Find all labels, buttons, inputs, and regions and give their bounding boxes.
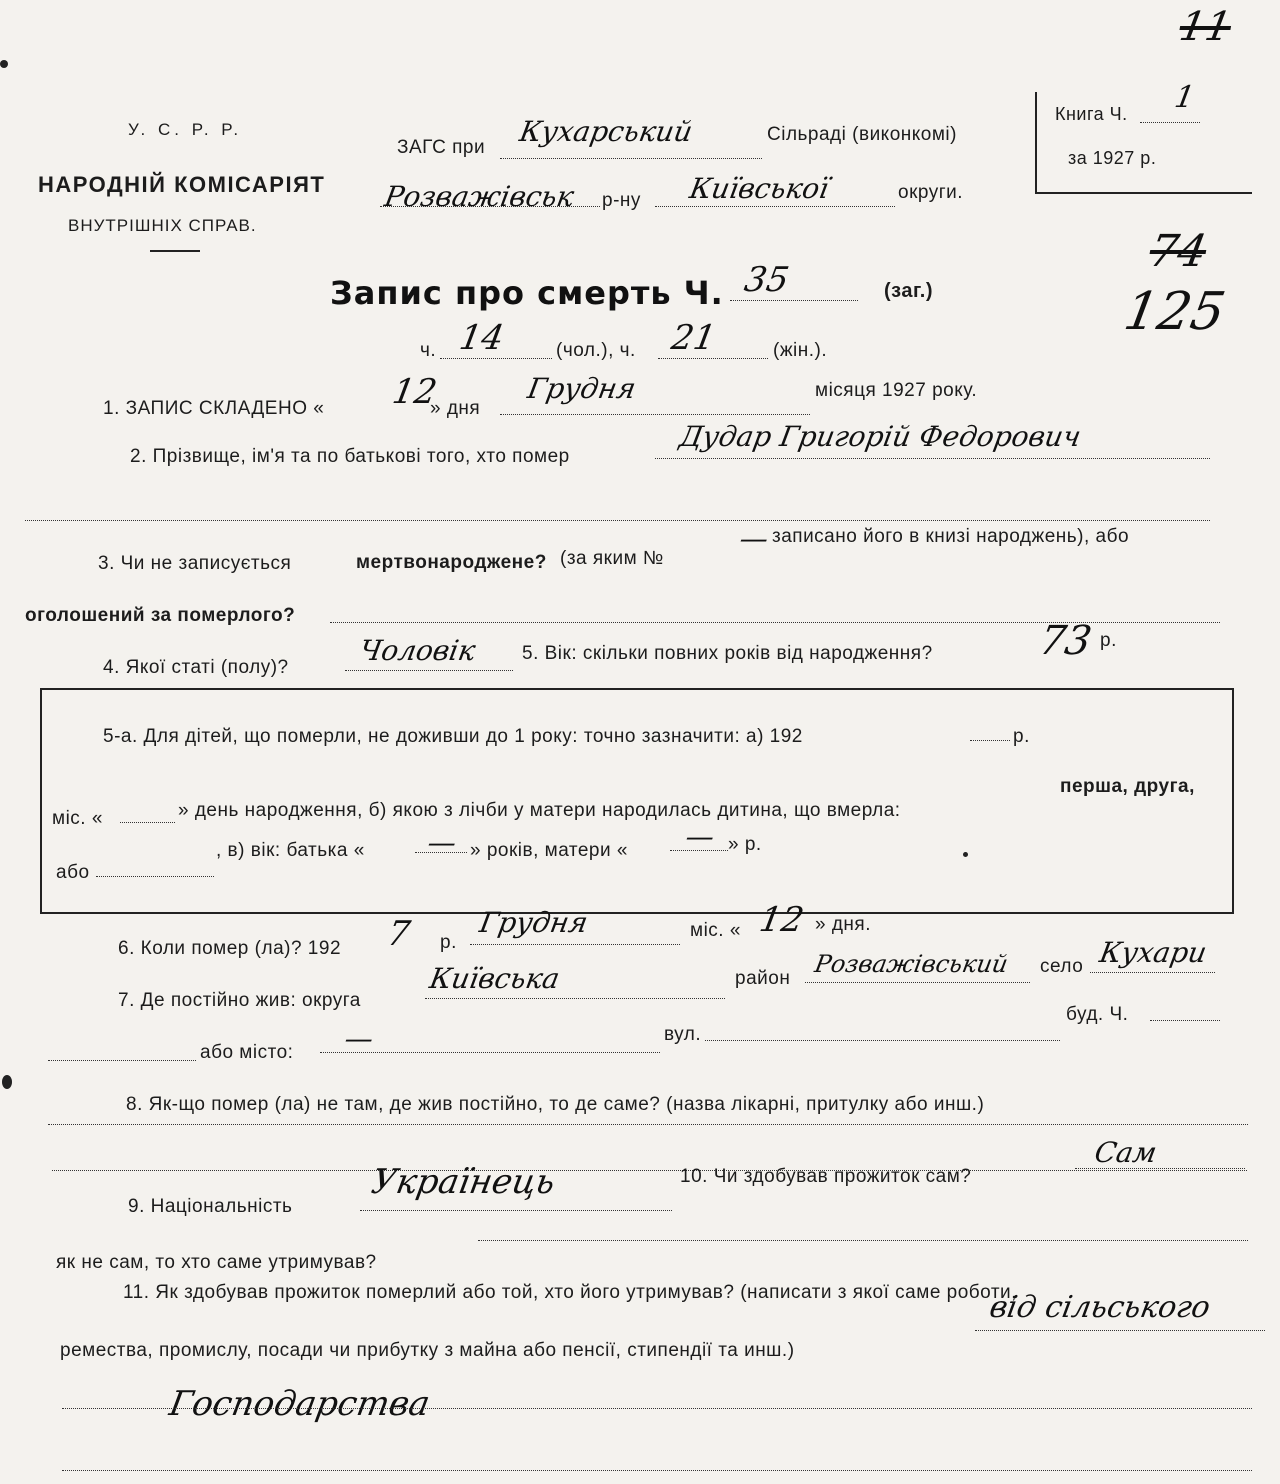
f5a-year-line	[970, 740, 1010, 741]
f1-mid: » дня	[430, 398, 481, 419]
f3-line2: оголошений за померлого?	[25, 605, 296, 626]
zags-okrug-label: округи.	[898, 182, 964, 203]
f6-tail: » дня.	[815, 914, 871, 935]
male-number: 14	[456, 318, 507, 358]
book-number-line	[1140, 122, 1200, 123]
f7-label: 7. Де постійно жив: округа	[118, 990, 361, 1011]
f5-value: 73	[1035, 618, 1095, 664]
f7-city-line	[320, 1052, 660, 1053]
male-label: (чол.), ч.	[556, 340, 636, 361]
female-label: (жін.).	[773, 340, 828, 361]
f7-okrug-value: Київська	[427, 962, 563, 995]
f8-line	[48, 1124, 1248, 1125]
f6-mis: міс. «	[690, 920, 741, 941]
f6-label: 6. Коли помер (ла)? 192	[118, 938, 342, 959]
record-number: 35	[741, 260, 792, 300]
female-number-line	[658, 358, 768, 359]
f1-label: 1. ЗАПИС СКЛАДЕНО «	[103, 398, 325, 419]
zags-suffix: Сільраді (виконкомі)	[767, 124, 957, 145]
f5a-line1: 5-а. Для дітей, що померли, не доживши до 1 року: точно зазначити: а) 192	[103, 726, 803, 747]
zags-okrug-value: Київської	[687, 172, 832, 205]
f5a-line1-end: р.	[1013, 726, 1030, 747]
f5a-father-line	[415, 852, 467, 853]
f6-day-value: 12	[756, 900, 807, 940]
male-number-line	[440, 358, 552, 359]
f5a-father-value: —	[425, 826, 459, 859]
record-number-line	[730, 300, 858, 301]
margin-number-a: 74	[1145, 226, 1211, 277]
female-number: 21	[668, 318, 719, 358]
scan-speck	[2, 1075, 12, 1089]
f11-line2: ремества, промислу, посади чи прибутку з майна або пенсії, стипендії та инш.)	[60, 1340, 795, 1361]
f7-vul-line	[705, 1040, 1060, 1041]
f5a-mother-value: —	[683, 820, 717, 853]
book-year: за 1927 р.	[1068, 148, 1157, 168]
f5a-line3-a: або	[56, 862, 90, 883]
f7-selo-line	[1090, 972, 1215, 973]
f5a-mother-line	[670, 850, 728, 851]
document-title: Запис про смерть Ч.	[330, 274, 724, 312]
zags-prefix: ЗАГС при	[397, 137, 486, 158]
f6-month-value: Грудня	[477, 906, 591, 939]
f5a-other-line	[96, 876, 214, 877]
department-label: ВНУТРІШНІХ СПРАВ.	[68, 216, 257, 235]
f5-suffix: р.	[1100, 630, 1117, 651]
f9-value: Українець	[368, 1162, 559, 1202]
f7-abo-misto: або місто:	[200, 1042, 294, 1063]
f4-label: 4. Якої статі (полу)?	[103, 657, 289, 678]
f7-selo-label: село	[1040, 956, 1084, 977]
f3-tail: записано його в книзі народжень), або	[772, 526, 1130, 547]
f11-line	[975, 1330, 1265, 1331]
f5-label: 5. Вік: скільки повних років від народження?	[522, 643, 933, 664]
f5a-line2-b: » день народження, б) якою з лічби у матери народилась дитина, що вмерла:	[178, 800, 901, 821]
f2-line2	[25, 520, 1210, 521]
f7-vul-label: вул.	[664, 1024, 702, 1045]
ch-label: ч.	[420, 340, 437, 361]
f9-label: 9. Національність	[128, 1196, 293, 1217]
f1-month-value: Грудня	[525, 372, 639, 405]
f3-label: 3. Чи не записується	[98, 553, 292, 574]
f3-mid: (за яким №	[560, 548, 664, 569]
republic-label: У. С. Р. Р.	[128, 120, 243, 139]
f11-value-2: Господарства	[166, 1384, 433, 1424]
f3-bold: мертвонароджене?	[356, 552, 547, 573]
f10-line2-dots	[478, 1240, 1248, 1241]
f3-num-value: —	[737, 522, 771, 555]
corner-mark: 11	[1175, 4, 1235, 50]
f11-value-1: від сільського	[986, 1290, 1213, 1325]
f8-label: 8. Як-що помер (ла) не там, де жив постійно, то де саме? (назва лікарні, притулку або инш.)	[126, 1094, 985, 1115]
book-number: 1	[1171, 80, 1198, 115]
zags-village-line	[500, 158, 762, 159]
f1-suffix: місяця 1927 року.	[815, 380, 978, 401]
f11-line3-dots	[62, 1470, 1252, 1471]
f7-okrug-line	[425, 998, 725, 999]
f7-extra-line	[48, 1060, 196, 1061]
f2-line	[655, 458, 1210, 459]
f11-line1: 11. Як здобував прожиток померлий або той, хто його утримував? (написати з якої саме роботи,	[123, 1282, 1017, 1303]
zags-okrug-line	[655, 206, 895, 207]
zags-district-line	[380, 206, 600, 207]
f5a-line3-d: » р.	[728, 834, 762, 855]
f1-month-line	[500, 414, 810, 415]
scan-speck	[0, 60, 8, 68]
f7-raion-line	[805, 982, 1030, 983]
f6-r: р.	[440, 932, 457, 953]
f6-year-value: 7	[384, 914, 414, 954]
f11-line2-dots	[62, 1408, 1252, 1409]
zags-village-value: Кухарський	[517, 115, 695, 148]
book-label: Книга Ч.	[1055, 104, 1128, 124]
f5a-line3-c: » років, матери «	[470, 840, 628, 861]
f10-label: 10. Чи здобував прожиток сам?	[680, 1166, 972, 1187]
record-total-label: (заг.)	[884, 280, 934, 302]
f7-city-value: —	[342, 1022, 376, 1055]
f7-bud-line	[1150, 1020, 1220, 1021]
f7-bud-label: буд. Ч.	[1066, 1004, 1129, 1025]
f4-value: Чоловік	[357, 634, 479, 667]
f2-label: 2. Прізвище, ім'я та по батькові того, хто помер	[130, 446, 570, 467]
zags-district-value: Розважівськ	[382, 180, 577, 213]
ministry-title: НАРОДНІЙ КОМІСАРІЯТ	[38, 172, 326, 197]
f6-month-line	[470, 944, 680, 945]
f7-raion-value: Розважівський	[812, 950, 1011, 978]
header-rule	[150, 250, 200, 252]
zags-district-label: р-ну	[602, 190, 641, 211]
margin-number-b: 125	[1119, 282, 1230, 342]
f1-day-value: 12	[389, 372, 440, 412]
f2-value: Дудар Григорій Федорович	[677, 420, 1084, 453]
f5a-line2-bold: перша, друга,	[1060, 776, 1195, 797]
f4-line	[345, 670, 513, 671]
f10-value: Сам	[1092, 1136, 1160, 1169]
f5a-line3-b: , в) вік: батька «	[216, 840, 365, 861]
f5a-month-line	[120, 822, 175, 823]
f7-raion-label: район	[735, 968, 791, 989]
f10-line	[1075, 1168, 1245, 1169]
f9-line	[360, 1210, 672, 1211]
f8-line2	[52, 1170, 1247, 1171]
f7-selo-value: Кухари	[1097, 936, 1210, 969]
f10-line2: як не сам, то хто саме утримував?	[56, 1252, 377, 1273]
f5a-line2-a: міс. «	[52, 808, 103, 829]
